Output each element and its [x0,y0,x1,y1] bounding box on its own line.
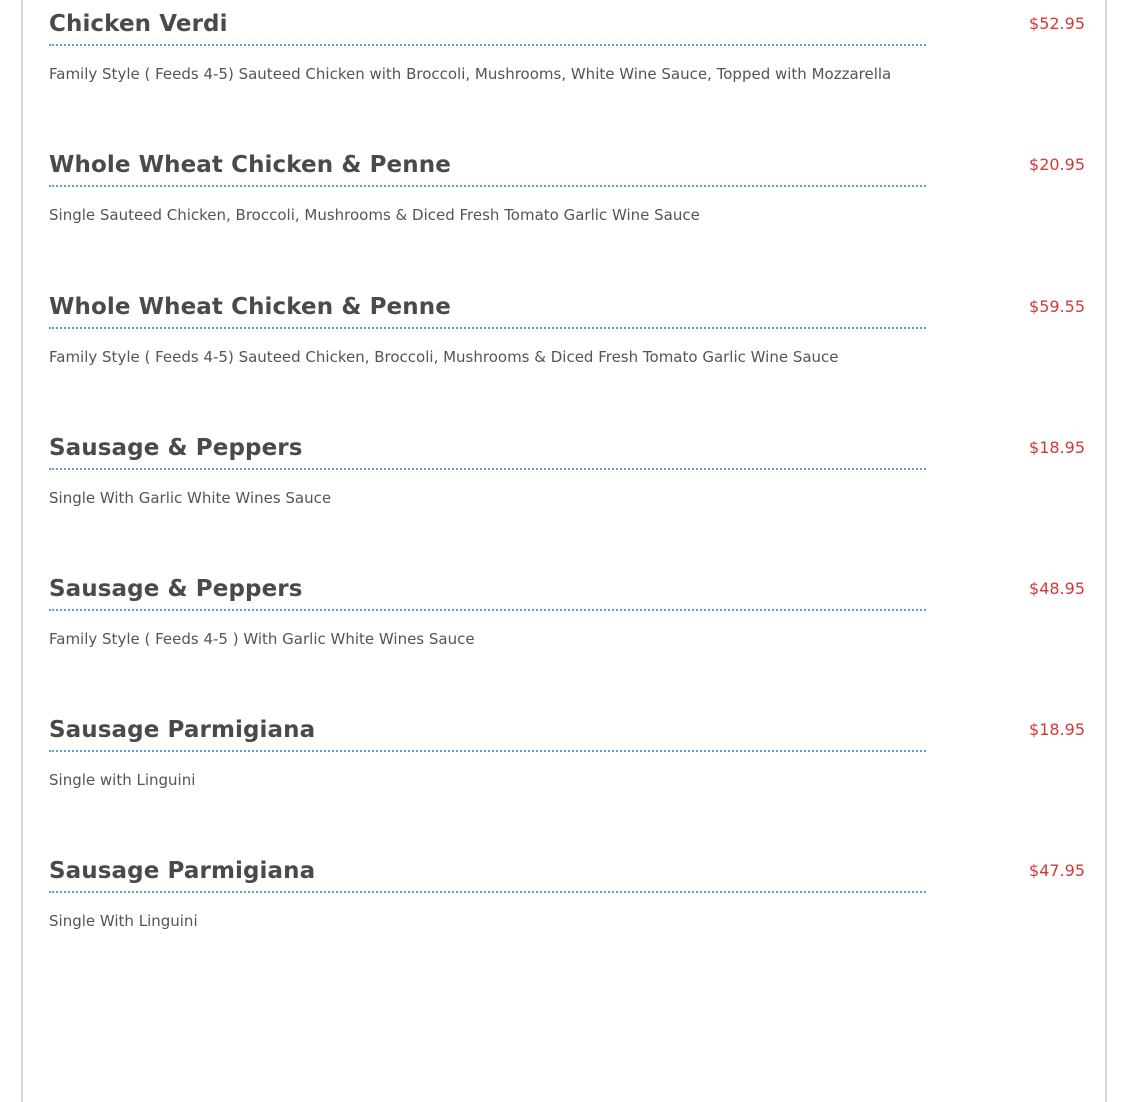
menu-item[interactable] [23,149,1105,290]
menu-item-name: Sausage & Peppers [49,575,303,602]
menu-item[interactable] [23,855,1105,996]
menu-item-description: Single With Garlic White Wines Sauce [49,488,332,507]
menu-item-name: Chicken Verdi [49,11,228,38]
menu-item-price: $20.95 [1029,155,1085,175]
menu-item-price: $18.95 [1029,437,1085,457]
menu-item-description: Single with Linguini [49,771,196,790]
menu-item-divider [49,44,926,46]
menu-item-divider [49,468,926,470]
menu-item-name: Sausage Parmigiana [49,858,316,885]
menu-item-description: Single With Linguini [49,912,198,931]
menu-item-list [23,0,1105,997]
menu-item-divider [49,327,926,329]
menu-item[interactable] [23,8,1105,149]
menu-item-name: Sausage & Peppers [49,434,303,461]
menu-item-price: $59.55 [1029,296,1085,316]
menu-item-name: Whole Wheat Chicken & Penne [49,152,451,179]
menu-item-name: Sausage Parmigiana [49,717,316,744]
menu-item-divider [49,185,926,187]
menu-item[interactable] [23,432,1105,573]
menu-item-description: Family Style ( Feeds 4-5) Sauteed Chicken, Broccoli, Mushrooms & Diced Fresh Tomato Garlic Wine Sauce [49,347,839,366]
menu-item-price: $52.95 [1029,14,1085,34]
menu-item[interactable] [23,291,1105,432]
menu-item-price: $47.95 [1029,861,1085,881]
menu-item-description: Family Style ( Feeds 4-5) Sauteed Chicken with Broccoli, Mushrooms, White Wine Sauce, Topped with Mozzarella [49,65,892,84]
menu-item-description: Single Sauteed Chicken, Broccoli, Mushrooms & Diced Fresh Tomato Garlic Wine Sauce [49,206,700,225]
menu-item-description: Family Style ( Feeds 4-5 ) With Garlic White Wines Sauce [49,629,475,648]
menu-item-divider [49,891,926,893]
menu-item-price: $18.95 [1029,720,1085,740]
menu-item-divider [49,750,926,752]
menu-item[interactable] [23,573,1105,714]
menu-item[interactable] [23,0,1105,8]
menu-item-name: Whole Wheat Chicken & Penne [49,293,451,320]
menu-item-price: $48.95 [1029,578,1085,598]
menu-item-divider [49,609,926,611]
menu-panel [21,0,1107,1102]
menu-item[interactable] [23,714,1105,855]
